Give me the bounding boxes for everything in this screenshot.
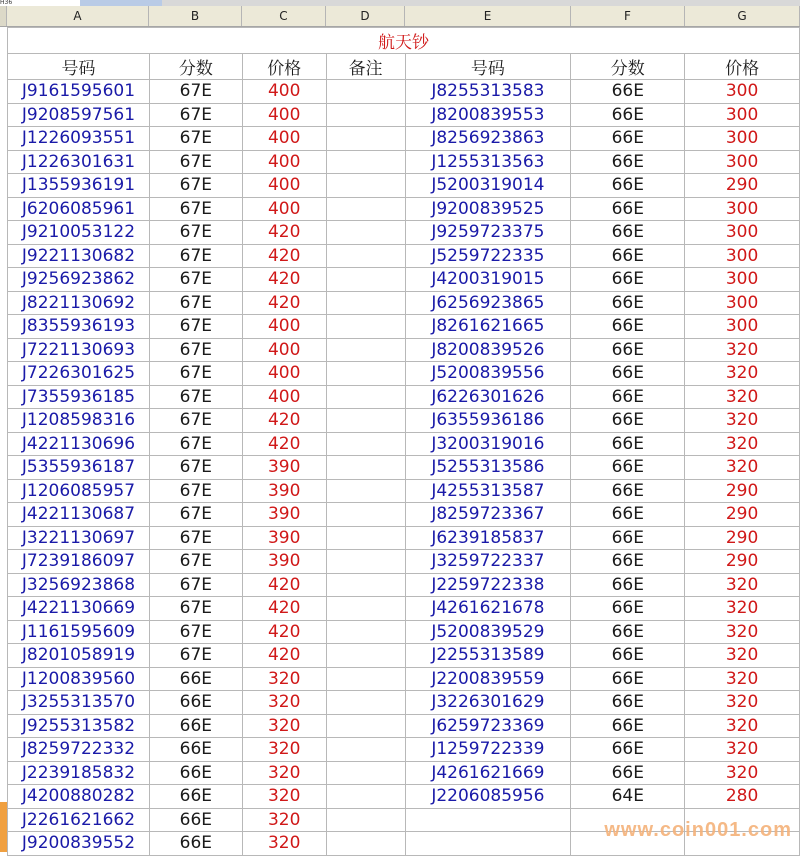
cell-number-right[interactable]: J8200839553 <box>405 103 571 127</box>
cell-grade-right[interactable]: 66E <box>571 244 685 268</box>
table-row <box>8 221 800 245</box>
cell-remark[interactable] <box>326 808 405 832</box>
cell-price-right[interactable]: 290 <box>685 526 800 550</box>
cell-grade[interactable]: 67E <box>149 456 242 480</box>
table-row <box>8 526 800 550</box>
header-cell-price-right[interactable]: 价格 <box>685 54 800 80</box>
cell-grade-right[interactable]: 66E <box>571 432 685 456</box>
cell-number-right[interactable]: J5200319014 <box>405 174 571 198</box>
cell-grade-right[interactable]: 66E <box>571 409 685 433</box>
cell-price-right[interactable]: 300 <box>685 127 800 151</box>
cell-remark[interactable] <box>326 221 405 245</box>
cell-price[interactable]: 400 <box>242 338 326 362</box>
cell-grade[interactable]: 67E <box>149 385 242 409</box>
cell-grade[interactable]: 67E <box>149 221 242 245</box>
cell-grade-right[interactable]: 66E <box>571 761 685 785</box>
cell-price[interactable]: 390 <box>242 526 326 550</box>
cell-number[interactable]: J3256923868 <box>8 573 150 597</box>
cell-number-right[interactable]: J2200839559 <box>405 667 571 691</box>
cell-price-right[interactable]: 290 <box>685 174 800 198</box>
table-row <box>8 479 800 503</box>
column-header-a[interactable]: A <box>7 6 149 26</box>
column-header-c[interactable]: C <box>242 6 326 26</box>
cell-number[interactable]: J1208598316 <box>8 409 150 433</box>
cell-grade[interactable]: 67E <box>149 432 242 456</box>
table-row <box>8 597 800 621</box>
header-cell-grade[interactable]: 分数 <box>149 54 242 80</box>
cell-price[interactable]: 320 <box>242 832 326 856</box>
cell-remark[interactable] <box>326 127 405 151</box>
cell-price[interactable]: 420 <box>242 409 326 433</box>
cell-number[interactable]: J1161595609 <box>8 620 150 644</box>
cell-number-right[interactable]: J3259722337 <box>405 550 571 574</box>
column-header-e[interactable]: E <box>405 6 571 26</box>
cell-remark[interactable] <box>326 620 405 644</box>
table-row <box>8 80 800 104</box>
cell-price[interactable]: 400 <box>242 103 326 127</box>
cell-price-right[interactable]: 300 <box>685 150 800 174</box>
cell-grade[interactable]: 66E <box>149 808 242 832</box>
cell-number[interactable]: J8221130692 <box>8 291 150 315</box>
column-header-d[interactable]: D <box>326 6 405 26</box>
cell-number-right[interactable]: J4255313587 <box>405 479 571 503</box>
cell-number[interactable]: J7239186097 <box>8 550 150 574</box>
cell-grade-right[interactable]: 66E <box>571 620 685 644</box>
table-row <box>8 738 800 762</box>
cell-remark[interactable] <box>326 456 405 480</box>
cell-price[interactable]: 320 <box>242 691 326 715</box>
cell-grade[interactable]: 67E <box>149 315 242 339</box>
table-row <box>8 385 800 409</box>
cell-remark[interactable] <box>326 315 405 339</box>
cell-grade-right[interactable]: 66E <box>571 526 685 550</box>
cell-grade-right[interactable]: 66E <box>571 127 685 151</box>
cell-number-right[interactable] <box>405 808 571 832</box>
cell-price-right[interactable]: 320 <box>685 409 800 433</box>
cell-grade[interactable]: 66E <box>149 832 242 856</box>
cell-number[interactable]: J1355936191 <box>8 174 150 198</box>
cell-number-right[interactable]: J8261621665 <box>405 315 571 339</box>
cell-number-right[interactable]: J6226301626 <box>405 385 571 409</box>
sheet-title[interactable]: 航天钞 <box>8 28 800 54</box>
table-row <box>8 785 800 809</box>
cell-remark[interactable] <box>326 526 405 550</box>
cell-price-right[interactable]: 280 <box>685 785 800 809</box>
cell-remark[interactable] <box>326 362 405 386</box>
cell-price-right[interactable]: 320 <box>685 644 800 668</box>
cell-remark[interactable] <box>326 174 405 198</box>
cell-price[interactable]: 400 <box>242 127 326 151</box>
cell-remark[interactable] <box>326 432 405 456</box>
cell-remark[interactable] <box>326 409 405 433</box>
cell-number-right[interactable]: J1259722339 <box>405 738 571 762</box>
cell-price[interactable]: 420 <box>242 291 326 315</box>
cell-grade-right[interactable]: 66E <box>571 597 685 621</box>
cell-price-right[interactable]: 300 <box>685 80 800 104</box>
cell-price[interactable]: 320 <box>242 761 326 785</box>
cell-grade-right[interactable]: 66E <box>571 550 685 574</box>
table-row <box>8 244 800 268</box>
cell-number[interactable]: J4221130669 <box>8 597 150 621</box>
spreadsheet-grid <box>7 27 800 856</box>
cell-grade-right[interactable]: 66E <box>571 573 685 597</box>
column-header-g[interactable]: G <box>685 6 800 26</box>
cell-price-right[interactable]: 320 <box>685 362 800 386</box>
cell-number[interactable]: J2239185832 <box>8 761 150 785</box>
table-row <box>8 667 800 691</box>
header-cell-number[interactable]: 号码 <box>8 54 150 80</box>
cell-number[interactable]: J5355936187 <box>8 456 150 480</box>
cell-grade[interactable]: 67E <box>149 150 242 174</box>
cell-price[interactable]: 400 <box>242 362 326 386</box>
cell-price-right[interactable]: 320 <box>685 597 800 621</box>
cell-price-right[interactable]: 320 <box>685 456 800 480</box>
cell-number[interactable]: J2261621662 <box>8 808 150 832</box>
cell-grade-right[interactable]: 66E <box>571 667 685 691</box>
table-row <box>8 197 800 221</box>
cell-grade[interactable]: 67E <box>149 127 242 151</box>
cell-price-right[interactable]: 320 <box>685 573 800 597</box>
cell-number[interactable]: J4200880282 <box>8 785 150 809</box>
cell-number[interactable]: J4221130696 <box>8 432 150 456</box>
cell-remark[interactable] <box>326 597 405 621</box>
cell-number-right[interactable]: J4261621678 <box>405 597 571 621</box>
cell-remark[interactable] <box>326 785 405 809</box>
cell-grade[interactable]: 67E <box>149 479 242 503</box>
cell-remark[interactable] <box>326 197 405 221</box>
cell-number[interactable]: J4221130687 <box>8 503 150 527</box>
cell-price-right[interactable]: 290 <box>685 550 800 574</box>
cell-number[interactable]: J1206085957 <box>8 479 150 503</box>
row-header-marker <box>0 802 7 852</box>
cell-number[interactable]: J7355936185 <box>8 385 150 409</box>
cell-price[interactable]: 320 <box>242 785 326 809</box>
cell-price-right[interactable]: 320 <box>685 667 800 691</box>
cell-number[interactable]: J9256923862 <box>8 268 150 292</box>
cell-grade[interactable]: 66E <box>149 691 242 715</box>
table-row <box>8 127 800 151</box>
header-row <box>8 54 800 80</box>
cell-remark[interactable] <box>326 150 405 174</box>
table-row <box>8 174 800 198</box>
cell-price-right[interactable]: 320 <box>685 714 800 738</box>
cell-price[interactable]: 400 <box>242 197 326 221</box>
cell-grade-right[interactable]: 66E <box>571 644 685 668</box>
cell-grade[interactable]: 67E <box>149 174 242 198</box>
table-row <box>8 691 800 715</box>
cell-number-right[interactable]: J2259722338 <box>405 573 571 597</box>
cell-price-right[interactable]: 300 <box>685 103 800 127</box>
cell-price-right[interactable]: 290 <box>685 479 800 503</box>
cell-grade-right[interactable]: 66E <box>571 456 685 480</box>
table-row <box>8 409 800 433</box>
cell-price[interactable]: 320 <box>242 738 326 762</box>
name-box[interactable]: H36 <box>0 0 81 6</box>
cell-price[interactable]: 420 <box>242 597 326 621</box>
cell-number-right[interactable]: J2206085956 <box>405 785 571 809</box>
cell-grade-right[interactable]: 66E <box>571 197 685 221</box>
cell-number[interactable]: J9208597561 <box>8 103 150 127</box>
cell-grade[interactable]: 66E <box>149 738 242 762</box>
cell-price[interactable]: 400 <box>242 385 326 409</box>
cell-number-right[interactable]: J6256923865 <box>405 291 571 315</box>
column-header-b[interactable]: B <box>149 6 242 26</box>
cell-price[interactable]: 400 <box>242 315 326 339</box>
cell-grade[interactable]: 67E <box>149 620 242 644</box>
cell-remark[interactable] <box>326 667 405 691</box>
table-row <box>8 150 800 174</box>
cell-price-right[interactable]: 300 <box>685 221 800 245</box>
header-cell-price[interactable]: 价格 <box>242 54 326 80</box>
table-row <box>8 268 800 292</box>
cell-number[interactable]: J1200839560 <box>8 667 150 691</box>
cell-remark[interactable] <box>326 761 405 785</box>
cell-remark[interactable] <box>326 691 405 715</box>
cell-number[interactable]: J7226301625 <box>8 362 150 386</box>
cell-price[interactable]: 420 <box>242 244 326 268</box>
cell-price-right[interactable]: 320 <box>685 338 800 362</box>
cell-remark[interactable] <box>326 738 405 762</box>
table-row <box>8 573 800 597</box>
cell-number[interactable]: J9161595601 <box>8 80 150 104</box>
table-row <box>8 620 800 644</box>
cell-number-right[interactable]: J8259723367 <box>405 503 571 527</box>
table-row <box>8 714 800 738</box>
cell-grade[interactable]: 66E <box>149 761 242 785</box>
cell-number[interactable]: J8259722332 <box>8 738 150 762</box>
cell-grade-right[interactable]: 66E <box>571 714 685 738</box>
cell-grade-right[interactable]: 66E <box>571 479 685 503</box>
cell-number-right[interactable]: J4261621669 <box>405 761 571 785</box>
cell-price[interactable]: 400 <box>242 174 326 198</box>
cell-grade[interactable]: 67E <box>149 362 242 386</box>
cell-price-right[interactable]: 320 <box>685 738 800 762</box>
cell-grade-right[interactable]: 64E <box>571 785 685 809</box>
table-row <box>8 456 800 480</box>
cell-grade-right[interactable]: 66E <box>571 268 685 292</box>
cell-number-right[interactable]: J8255313583 <box>405 80 571 104</box>
cell-grade[interactable]: 67E <box>149 80 242 104</box>
cell-grade[interactable]: 67E <box>149 526 242 550</box>
cell-grade-right[interactable]: 66E <box>571 691 685 715</box>
cell-price-right[interactable]: 300 <box>685 315 800 339</box>
cell-number[interactable]: J9210053122 <box>8 221 150 245</box>
table-row <box>8 432 800 456</box>
cell-number-right[interactable]: J2255313589 <box>405 644 571 668</box>
cell-price[interactable]: 400 <box>242 150 326 174</box>
cell-price[interactable]: 390 <box>242 503 326 527</box>
cell-price-right[interactable]: 320 <box>685 432 800 456</box>
cell-number-right[interactable] <box>405 832 571 856</box>
cell-remark[interactable] <box>326 644 405 668</box>
cell-number[interactable]: J1226093551 <box>8 127 150 151</box>
cell-number-right[interactable]: J6239185837 <box>405 526 571 550</box>
cell-number-right[interactable]: J8200839526 <box>405 338 571 362</box>
cell-price[interactable]: 320 <box>242 808 326 832</box>
table-row <box>8 291 800 315</box>
cell-number[interactable]: J8201058919 <box>8 644 150 668</box>
cell-number-right[interactable]: J5255313586 <box>405 456 571 480</box>
cell-grade[interactable]: 67E <box>149 597 242 621</box>
cell-grade-right[interactable]: 66E <box>571 221 685 245</box>
cell-grade[interactable]: 67E <box>149 409 242 433</box>
cell-grade-right[interactable]: 66E <box>571 80 685 104</box>
cell-price[interactable]: 390 <box>242 550 326 574</box>
cell-price[interactable]: 320 <box>242 714 326 738</box>
cell-remark[interactable] <box>326 338 405 362</box>
cell-remark[interactable] <box>326 503 405 527</box>
table-row <box>8 338 800 362</box>
cell-number[interactable]: J9221130682 <box>8 244 150 268</box>
cell-price[interactable]: 420 <box>242 620 326 644</box>
cell-price-right[interactable]: 320 <box>685 385 800 409</box>
header-cell-remark[interactable]: 备注 <box>326 54 405 80</box>
cell-price-right[interactable]: 290 <box>685 503 800 527</box>
cell-grade-right[interactable]: 66E <box>571 362 685 386</box>
cell-number-right[interactable]: J5200839556 <box>405 362 571 386</box>
cell-grade[interactable]: 67E <box>149 644 242 668</box>
cell-grade[interactable]: 67E <box>149 338 242 362</box>
cell-remark[interactable] <box>326 550 405 574</box>
cell-number-right[interactable]: J3200319016 <box>405 432 571 456</box>
table-row <box>8 362 800 386</box>
cell-price[interactable]: 420 <box>242 644 326 668</box>
cell-price[interactable]: 420 <box>242 268 326 292</box>
cell-price[interactable]: 390 <box>242 456 326 480</box>
cell-price-right[interactable]: 320 <box>685 691 800 715</box>
cell-number-right[interactable]: J5200839529 <box>405 620 571 644</box>
watermark-logo: www.coin001.com <box>604 819 792 841</box>
cell-number[interactable]: J9255313582 <box>8 714 150 738</box>
cell-number[interactable]: J6206085961 <box>8 197 150 221</box>
cell-grade[interactable]: 66E <box>149 714 242 738</box>
cell-remark[interactable] <box>326 714 405 738</box>
cell-price[interactable]: 320 <box>242 667 326 691</box>
cell-number[interactable]: J8355936193 <box>8 315 150 339</box>
cell-number-right[interactable]: J3226301629 <box>405 691 571 715</box>
cell-number-right[interactable]: J4200319015 <box>405 268 571 292</box>
cell-price[interactable]: 420 <box>242 573 326 597</box>
cell-remark[interactable] <box>326 268 405 292</box>
cell-price-right[interactable]: 300 <box>685 291 800 315</box>
table-row <box>8 503 800 527</box>
cell-grade-right[interactable]: 66E <box>571 385 685 409</box>
cell-number[interactable]: J3255313570 <box>8 691 150 715</box>
cell-remark[interactable] <box>326 103 405 127</box>
cell-price-right[interactable]: 320 <box>685 620 800 644</box>
cell-remark[interactable] <box>326 385 405 409</box>
column-header-bar <box>0 6 800 27</box>
cell-grade[interactable]: 67E <box>149 103 242 127</box>
cell-grade[interactable]: 67E <box>149 244 242 268</box>
cell-grade[interactable]: 67E <box>149 573 242 597</box>
cell-number[interactable]: J3221130697 <box>8 526 150 550</box>
cell-grade[interactable]: 66E <box>149 667 242 691</box>
table-row <box>8 315 800 339</box>
cell-grade[interactable]: 67E <box>149 291 242 315</box>
cell-grade[interactable]: 67E <box>149 197 242 221</box>
cell-number[interactable]: J7221130693 <box>8 338 150 362</box>
cell-number-right[interactable]: J1255313563 <box>405 150 571 174</box>
cell-remark[interactable] <box>326 244 405 268</box>
cell-grade-right[interactable]: 66E <box>571 291 685 315</box>
cell-price[interactable]: 390 <box>242 479 326 503</box>
cell-grade[interactable]: 67E <box>149 268 242 292</box>
cell-remark[interactable] <box>326 573 405 597</box>
cell-number-right[interactable]: J5259722335 <box>405 244 571 268</box>
select-all-corner[interactable] <box>0 6 7 26</box>
cell-grade-right[interactable]: 66E <box>571 338 685 362</box>
cell-grade-right[interactable]: 66E <box>571 174 685 198</box>
cell-number[interactable]: J9200839552 <box>8 832 150 856</box>
title-row <box>8 28 800 54</box>
column-header-f[interactable]: F <box>571 6 685 26</box>
cell-grade[interactable]: 67E <box>149 550 242 574</box>
cell-number-right[interactable]: J9200839525 <box>405 197 571 221</box>
table-row <box>8 103 800 127</box>
cell-number-right[interactable]: J8256923863 <box>405 127 571 151</box>
table-row <box>8 644 800 668</box>
cell-remark[interactable] <box>326 291 405 315</box>
cell-price-right[interactable]: 300 <box>685 268 800 292</box>
cell-price-right[interactable]: 300 <box>685 244 800 268</box>
cell-grade[interactable]: 66E <box>149 785 242 809</box>
cell-price-right[interactable]: 300 <box>685 197 800 221</box>
cell-number-right[interactable]: J6355936186 <box>405 409 571 433</box>
header-cell-grade-right[interactable]: 分数 <box>571 54 685 80</box>
cell-number[interactable]: J1226301631 <box>8 150 150 174</box>
cell-remark[interactable] <box>326 479 405 503</box>
cell-grade[interactable]: 67E <box>149 503 242 527</box>
cell-grade-right[interactable]: 66E <box>571 315 685 339</box>
cell-number-right[interactable]: J6259723369 <box>405 714 571 738</box>
cell-remark[interactable] <box>326 80 405 104</box>
cell-grade-right[interactable]: 66E <box>571 150 685 174</box>
cell-price-right[interactable]: 320 <box>685 761 800 785</box>
table-row <box>8 761 800 785</box>
table-row <box>8 550 800 574</box>
cell-grade-right[interactable]: 66E <box>571 503 685 527</box>
cell-grade-right[interactable]: 66E <box>571 738 685 762</box>
header-cell-number-right[interactable]: 号码 <box>405 54 571 80</box>
cell-number-right[interactable]: J9259723375 <box>405 221 571 245</box>
cell-remark[interactable] <box>326 832 405 856</box>
cell-price[interactable]: 420 <box>242 432 326 456</box>
cell-price[interactable]: 400 <box>242 80 326 104</box>
cell-price[interactable]: 420 <box>242 221 326 245</box>
cell-grade-right[interactable]: 66E <box>571 103 685 127</box>
